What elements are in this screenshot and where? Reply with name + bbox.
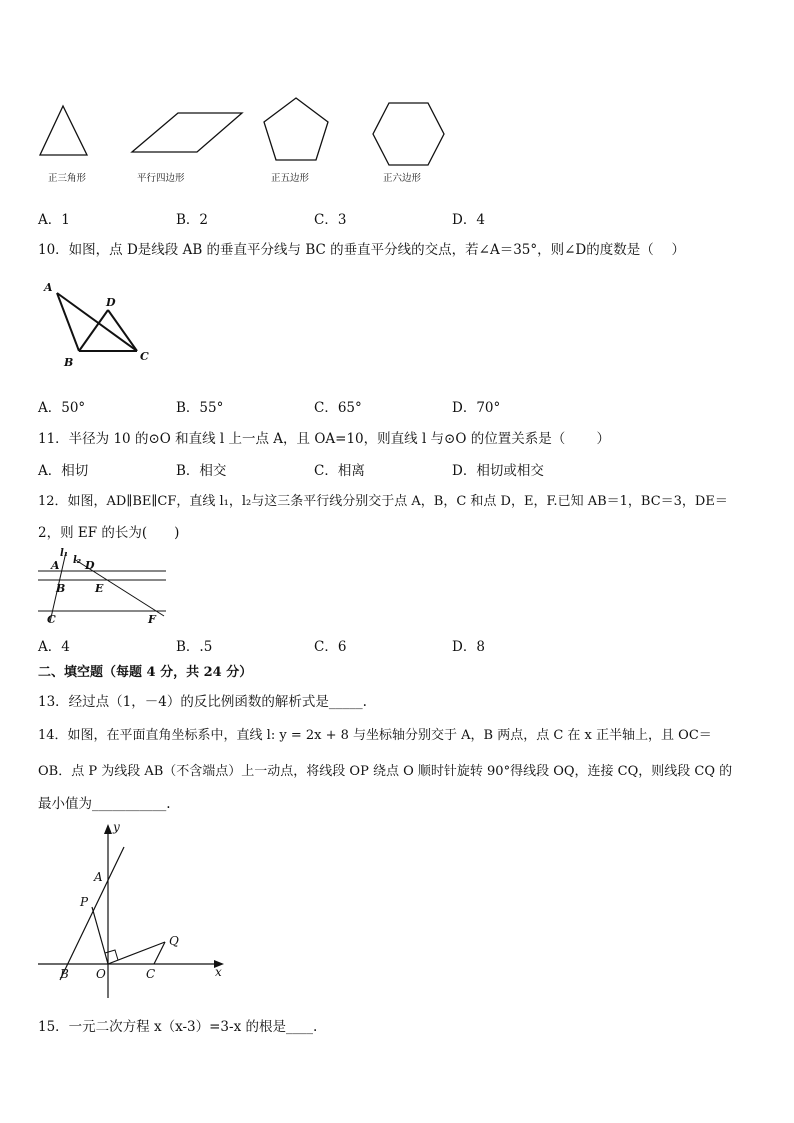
q12-label-l2: l₂ xyxy=(73,555,82,566)
q11-option-c: C．相离 xyxy=(314,463,365,479)
q12-label-f: F xyxy=(148,613,156,626)
q14-label-p: P xyxy=(80,895,89,909)
q14-label-c: C xyxy=(146,967,156,981)
q9-option-d: D．4 xyxy=(452,212,485,228)
q14-label-b: B xyxy=(60,967,69,981)
q12-label-b: B xyxy=(56,582,66,595)
q12-label-a: A xyxy=(51,559,60,572)
q12-option-c: C．6 xyxy=(314,639,347,655)
q10-option-c: C．65° xyxy=(314,400,362,416)
q9-option-b: B．2 xyxy=(176,212,209,228)
q12-option-d: D．8 xyxy=(452,639,485,655)
section-heading: 二、填空题（每题 4 分，共 24 分） xyxy=(38,665,253,680)
q10-label-a: A xyxy=(44,281,53,294)
q9-option-c: C．3 xyxy=(314,212,347,228)
q10-label-d: D xyxy=(106,296,116,309)
q11-question: 11．半径为 10 的⊙O 和直线 l 上一点 A，且 OA=10，则直线 l 与⊙O 的位置关系是（ ） xyxy=(38,431,611,447)
q14-label-a: A xyxy=(94,870,103,884)
q11-option-d: D．相切或相交 xyxy=(452,463,544,479)
q14-label-x: x xyxy=(215,965,222,979)
q12-question-line2: 2，则 EF 的长为( ) xyxy=(38,525,180,541)
q10-question: 10．如图，点 D是线段 AB 的垂直平分线与 BC 的垂直平分线的交点，若∠A＝35°，则∠D的度数是（ ） xyxy=(38,242,686,258)
q13-question: 13．经过点（1，－4）的反比例函数的解析式是_____. xyxy=(38,694,367,710)
q10-option-a: A．50° xyxy=(38,400,86,416)
q11-option-a: A．相切 xyxy=(38,463,89,479)
q12-label-e: E xyxy=(95,582,104,595)
q14-question-line1: 14．如图，在平面直角坐标系中，直线 l: y = 2x + 8 与坐标轴分别交于 A，B 两点，点 C 在 x 正半轴上，且 OC＝ xyxy=(38,728,712,743)
q12-option-b: B．.5 xyxy=(176,639,213,655)
q14-question-line3: 最小值为___________. xyxy=(38,796,171,812)
q14-label-o: O xyxy=(96,967,106,981)
q9-option-a: A．1 xyxy=(38,212,70,228)
shape-label-triangle: 正三角形 xyxy=(48,173,87,184)
q12-label-l1: l₁ xyxy=(60,548,69,559)
q12-label-d: D xyxy=(85,559,95,572)
q10-label-c: C xyxy=(140,350,149,363)
q10-label-b: B xyxy=(64,356,74,369)
q14-label-y: y xyxy=(113,820,120,834)
shape-label-hexagon: 正六边形 xyxy=(383,173,422,184)
q11-option-b: B．相交 xyxy=(176,463,227,479)
q14-label-q: Q xyxy=(169,934,179,948)
q12-label-c: C xyxy=(47,613,56,626)
q12-option-a: A．4 xyxy=(38,639,70,655)
shape-label-parallelogram: 平行四边形 xyxy=(137,173,185,184)
q14-question-line2: OB．点 P 为线段 AB（不含端点）上一动点，将线段 OP 绕点 O 顺时针旋转 90°得线段 OQ，连接 CQ，则线段 CQ 的 xyxy=(38,764,733,779)
q10-option-b: B．55° xyxy=(176,400,224,416)
q15-question: 15．一元二次方程 x（x-3）=3-x 的根是____. xyxy=(38,1019,318,1035)
shape-label-pentagon: 正五边形 xyxy=(271,173,310,184)
q12-question-line1: 12．如图，AD∥BE∥CF，直线 l₁，l₂与这三条平行线分别交于点 A，B，C 和点 D，E，F.已知 AB＝1，BC＝3，DE＝ xyxy=(38,494,728,509)
q10-option-d: D．70° xyxy=(452,400,501,416)
y-axis-arrow-icon xyxy=(104,824,112,834)
